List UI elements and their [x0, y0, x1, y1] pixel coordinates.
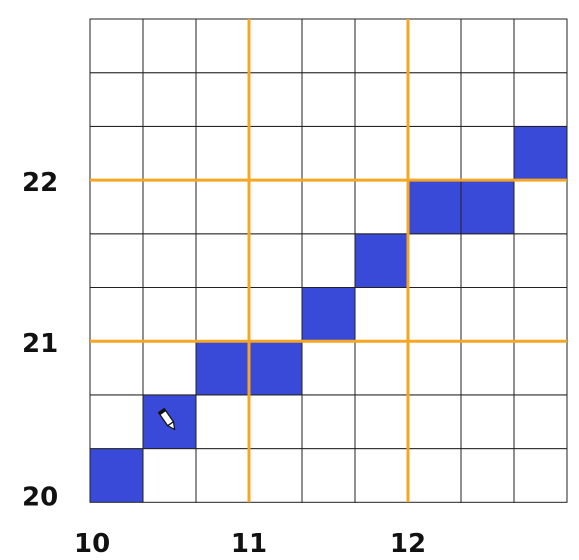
grid-cell[interactable] [461, 126, 514, 180]
grid-cell[interactable] [514, 341, 567, 395]
grid-cell[interactable] [514, 180, 567, 234]
grid-cell[interactable] [196, 234, 249, 288]
grid-cell[interactable] [143, 449, 196, 503]
grid-cell[interactable] [408, 288, 461, 342]
grid-cell[interactable] [355, 180, 408, 234]
grid-cell[interactable] [408, 395, 461, 449]
grid-cell[interactable] [90, 19, 143, 73]
grid-cell[interactable] [143, 234, 196, 288]
grid-cell[interactable] [90, 395, 143, 449]
grid-cell[interactable] [355, 341, 408, 395]
grid-cell[interactable] [249, 288, 302, 342]
grid-cell[interactable] [90, 234, 143, 288]
grid-cell[interactable] [408, 234, 461, 288]
grid-cell[interactable] [461, 19, 514, 73]
grid-cell[interactable] [143, 73, 196, 127]
filled-cell[interactable] [461, 180, 514, 234]
grid-cell[interactable] [461, 288, 514, 342]
grid-cell[interactable] [355, 126, 408, 180]
filled-cell[interactable] [408, 180, 461, 234]
grid-cell[interactable] [355, 395, 408, 449]
grid-cell[interactable] [302, 19, 355, 73]
y-axis-label: 20 [22, 482, 59, 513]
grid-cell[interactable] [143, 126, 196, 180]
x-axis-label: 11 [230, 529, 268, 559]
grid-cell[interactable] [514, 288, 567, 342]
grid-cell[interactable] [196, 449, 249, 503]
grid-cell[interactable] [302, 234, 355, 288]
grid-cell[interactable] [461, 234, 514, 288]
grid-cell[interactable] [249, 19, 302, 73]
grid-cell[interactable] [249, 126, 302, 180]
grid-cell[interactable] [461, 449, 514, 503]
grid-cell[interactable] [143, 180, 196, 234]
filled-cell[interactable] [249, 341, 302, 395]
grid-cell[interactable] [302, 395, 355, 449]
grid-cell[interactable] [514, 234, 567, 288]
grid-cell[interactable] [461, 73, 514, 127]
y-axis-label: 22 [22, 168, 59, 199]
grid-cell[interactable] [249, 395, 302, 449]
grid-cell[interactable] [355, 19, 408, 73]
x-axis-label: 12 [389, 529, 427, 559]
y-axis-label: 21 [22, 329, 59, 360]
filled-cell[interactable] [196, 341, 249, 395]
grid-cell[interactable] [196, 180, 249, 234]
grid-cell[interactable] [302, 73, 355, 127]
grid-cell[interactable] [355, 288, 408, 342]
grid-cell[interactable] [143, 341, 196, 395]
grid-cell[interactable] [408, 449, 461, 503]
grid-cell[interactable] [302, 180, 355, 234]
grid-cell[interactable] [249, 180, 302, 234]
grid-cell[interactable] [302, 126, 355, 180]
grid-cell[interactable] [196, 126, 249, 180]
grid-cell[interactable] [90, 341, 143, 395]
grid-cell[interactable] [302, 341, 355, 395]
cells-layer [90, 19, 567, 502]
grid-cell[interactable] [514, 449, 567, 503]
grid-cell[interactable] [302, 449, 355, 503]
grid-cell[interactable] [196, 19, 249, 73]
grid-cell[interactable] [355, 73, 408, 127]
filled-cell[interactable] [355, 234, 408, 288]
grid-cell[interactable] [461, 395, 514, 449]
filled-cell[interactable] [302, 288, 355, 342]
grid-cell[interactable] [143, 19, 196, 73]
filled-cell[interactable] [514, 126, 567, 180]
grid-cell[interactable] [408, 19, 461, 73]
grid-cell[interactable] [249, 449, 302, 503]
grid-cell[interactable] [196, 73, 249, 127]
x-axis-label: 10 [74, 529, 111, 559]
grid-cell[interactable] [408, 341, 461, 395]
grid-cell[interactable] [90, 288, 143, 342]
grid-cell[interactable] [355, 449, 408, 503]
grid-cell[interactable] [196, 395, 249, 449]
grid-cell[interactable] [514, 395, 567, 449]
grid-cell[interactable] [249, 234, 302, 288]
grid-cell[interactable] [461, 341, 514, 395]
grid-cell[interactable] [196, 288, 249, 342]
grid-cell[interactable] [249, 73, 302, 127]
grid-cell[interactable] [90, 126, 143, 180]
grid-cell[interactable] [408, 126, 461, 180]
grid-cell[interactable] [143, 288, 196, 342]
grid-cell[interactable] [408, 73, 461, 127]
grid-cell[interactable] [514, 73, 567, 127]
grid-cell[interactable] [514, 19, 567, 73]
filled-cell[interactable] [90, 449, 143, 503]
grid-cell[interactable] [90, 73, 143, 127]
grid-cell[interactable] [90, 180, 143, 234]
